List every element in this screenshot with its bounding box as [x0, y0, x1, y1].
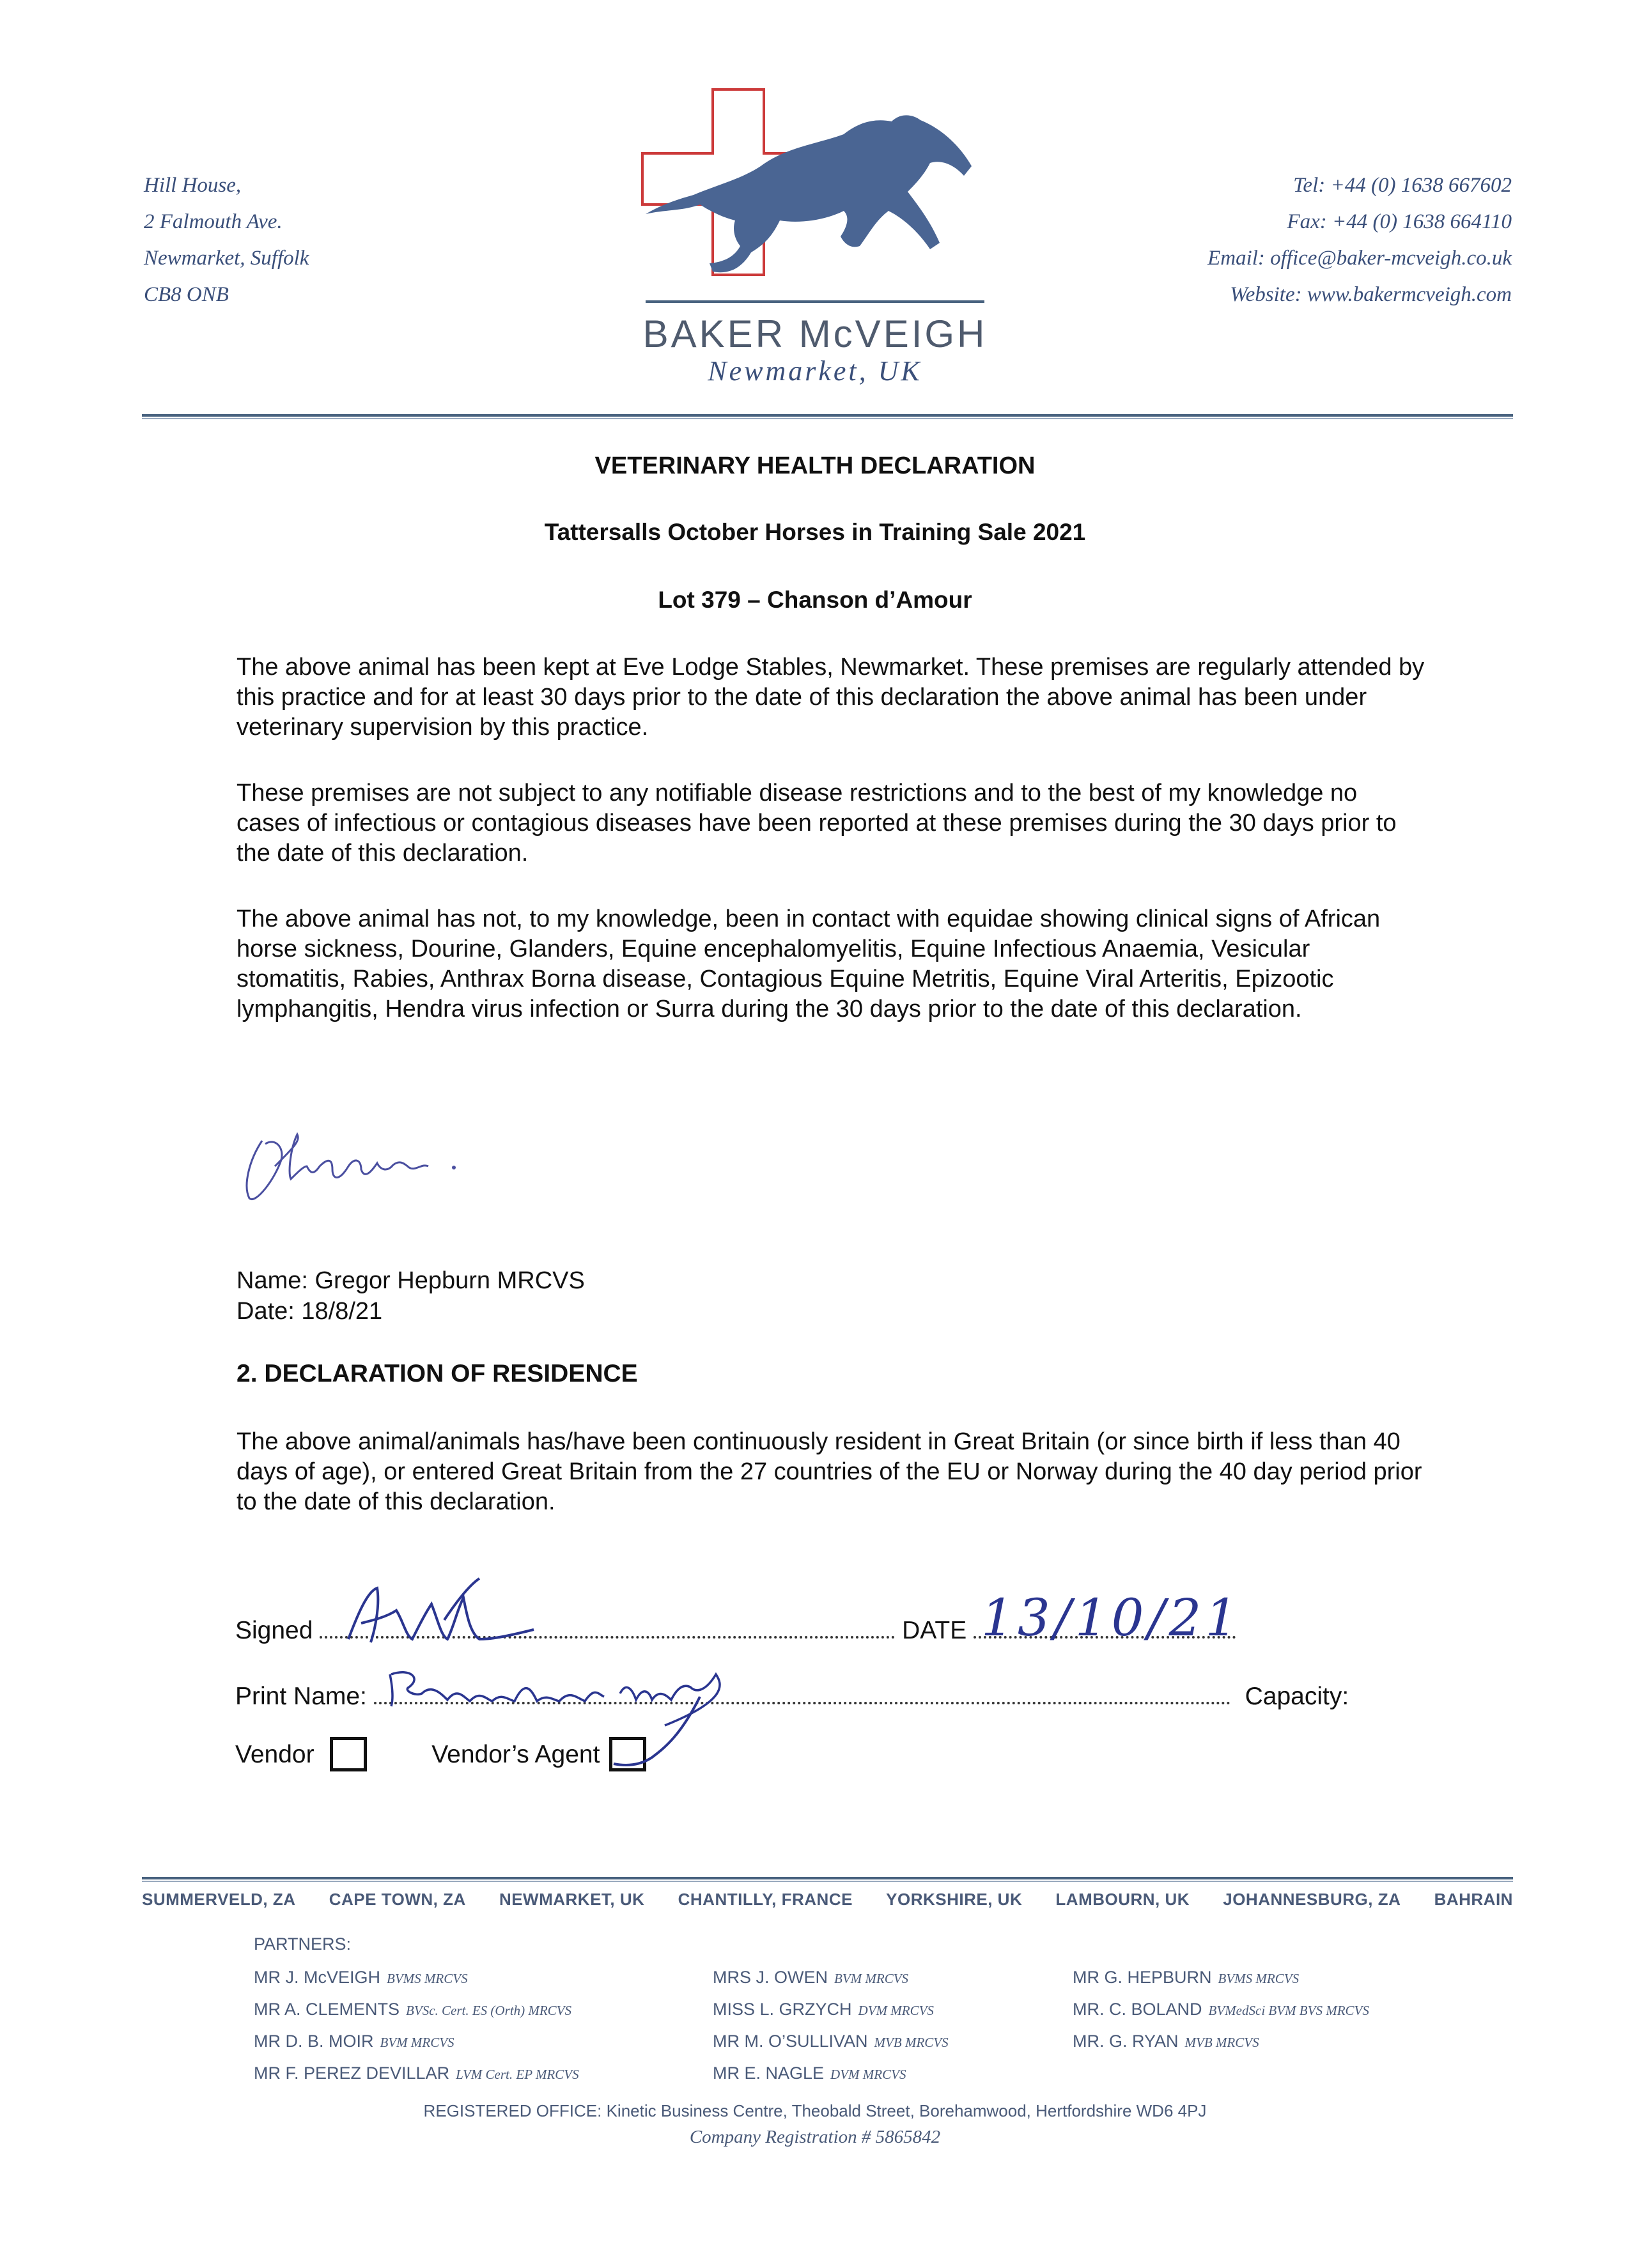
capacity-options	[235, 1737, 646, 1771]
partner-entry	[254, 1994, 579, 2026]
partner-quals: BVM MRCVS	[380, 2035, 454, 2050]
handwritten-date: 13/10/21	[981, 1588, 1242, 1647]
partner-name: MR G. HEPBURN	[1073, 1968, 1212, 1987]
office-location: LAMBOURN, UK	[1055, 1890, 1190, 1909]
partner-quals: BVSc. Cert. ES (Orth) MRCVS	[406, 2003, 571, 2018]
vet-signature	[237, 1122, 467, 1217]
partner-entry	[713, 2026, 949, 2058]
vendor-label: Vendor	[235, 1741, 314, 1768]
check-mark-icon	[604, 1687, 713, 1777]
office-locations	[142, 1890, 1513, 1909]
declaration-paragraph: The above animal has been kept at Eve Lodge Stables, Newmarket. These premises are regularly attended by this practice and for at least 30 days prior to the date of this declaration the above animal has been under veterinary supervision by this practice.	[237, 654, 1425, 741]
partner-entry	[254, 2058, 579, 2090]
contact-email[interactable]: Email: office@baker-mcveigh.co.uk	[1207, 247, 1512, 270]
partner-entry	[1073, 2026, 1369, 2058]
partner-entry	[713, 2058, 949, 2090]
address-line: Hill House,	[144, 174, 242, 197]
horse-icon	[646, 115, 972, 272]
contact-website[interactable]: Website: www.bakermcveigh.com	[1230, 283, 1512, 306]
address-line: 2 Falmouth Ave.	[144, 210, 283, 233]
signed-label: Signed	[235, 1617, 313, 1644]
partner-name: MR D. B. MOIR	[254, 2032, 374, 2051]
section-title: 2. DECLARATION OF RESIDENCE	[237, 1360, 638, 1387]
residence-paragraph: The above animal/animals has/have been continuously resident in Great Britain (or since birth if less than 40 days of age), or entered Great Britain from the 27 countries of the EU or Norway during the 40 day period prior to the date of this declaration.	[237, 1428, 1422, 1515]
vendor-checkbox[interactable]	[330, 1737, 367, 1771]
partner-quals: MVB MRCVS	[874, 2035, 949, 2050]
partner-entry	[713, 1994, 949, 2026]
partner-quals: BVM MRCVS	[834, 1971, 909, 1986]
vet-name: Name: Gregor Hepburn MRCVS	[237, 1267, 585, 1294]
partner-entry	[1073, 1994, 1369, 2026]
company-registration: Company Registration # 5865842	[689, 2127, 941, 2147]
vet-details	[237, 1265, 585, 1327]
registered-office: REGISTERED OFFICE: Kinetic Business Centre, Theobald Street, Borehamwood, Hertfordshire WD6 4PJ	[423, 2101, 1207, 2120]
partner-name: MR M. O’SULLIVAN	[713, 2032, 868, 2051]
partner-name: MR F. PEREZ DEVILLAR	[254, 2064, 450, 2083]
partner-quals: MVB MRCVS	[1184, 2035, 1259, 2050]
office-location: BAHRAIN	[1434, 1890, 1513, 1909]
partner-quals: LVM Cert. EP MRCVS	[456, 2067, 579, 2082]
partner-entry	[254, 1962, 579, 1994]
partner-entry	[254, 2026, 579, 2058]
vendors-agent-label: Vendor’s Agent	[431, 1741, 600, 1768]
partner-name: MR E. NAGLE	[713, 2064, 825, 2083]
brand-name: BAKER McVEIGH	[642, 312, 988, 355]
footer-divider	[142, 1877, 1513, 1879]
vendor-signature	[342, 1575, 553, 1649]
partner-name: MR. C. BOLAND	[1073, 2000, 1202, 2019]
partner-quals: BVMS MRCVS	[387, 1971, 468, 1986]
sale-title: Tattersalls October Horses in Training Sale 2021	[544, 519, 1086, 545]
office-location: NEWMARKET, UK	[499, 1890, 645, 1909]
partner-name: MISS L. GRZYCH	[713, 2000, 852, 2019]
partner-name: MR J. McVEIGH	[254, 1968, 381, 1987]
partners-column	[713, 1962, 949, 2090]
partner-name: MR A. CLEMENTS	[254, 2000, 400, 2019]
partner-entry	[1073, 1962, 1369, 1994]
date-label: DATE	[902, 1617, 967, 1644]
capacity-label: Capacity:	[1245, 1683, 1349, 1710]
office-location: CHANTILLY, FRANCE	[678, 1890, 853, 1909]
declaration-paragraph: These premises are not subject to any notifiable disease restrictions and to the best of my knowledge no cases of infectious or contagious diseases have been reported at these premises during the 30 days prior to the date of this declaration.	[237, 780, 1397, 867]
practice-contact	[1207, 167, 1512, 313]
print-name-label: Print Name:	[235, 1683, 367, 1710]
footer-divider	[142, 1881, 1513, 1882]
partner-quals: BVMS MRCVS	[1218, 1971, 1300, 1986]
partner-quals: DVM MRCVS	[830, 2067, 906, 2082]
brand-location: Newmarket, UK	[708, 355, 922, 387]
contact-fax: Fax: +44 (0) 1638 664110	[1287, 210, 1512, 233]
practice-address	[144, 167, 309, 313]
contact-phone: Tel: +44 (0) 1638 667602	[1293, 174, 1512, 197]
document-title: VETERINARY HEALTH DECLARATION	[594, 452, 1036, 479]
office-location: JOHANNESBURG, ZA	[1223, 1890, 1401, 1909]
office-location: CAPE TOWN, ZA	[329, 1890, 466, 1909]
address-line: CB8 ONB	[144, 283, 229, 306]
partner-entry	[713, 1962, 949, 1994]
lot-title: Lot 379 – Chanson d’Amour	[658, 587, 972, 613]
partner-name: MR. G. RYAN	[1073, 2032, 1179, 2051]
partner-quals: DVM MRCVS	[858, 2003, 934, 2018]
partner-quals: BVMedSci BVM BVS MRCVS	[1208, 2003, 1369, 2018]
vet-date: Date: 18/8/21	[237, 1298, 383, 1325]
office-location: SUMMERVELD, ZA	[142, 1890, 296, 1909]
header-divider	[142, 418, 1513, 419]
partners-column	[1073, 1962, 1369, 2058]
header-divider	[142, 414, 1513, 417]
partner-name: MRS J. OWEN	[713, 1968, 828, 1987]
office-location: YORKSHIRE, UK	[886, 1890, 1023, 1909]
partners-column	[254, 1962, 579, 2090]
address-line: Newmarket, Suffolk	[144, 247, 309, 270]
partners-heading: PARTNERS:	[254, 1934, 352, 1954]
logo-underline	[646, 300, 984, 303]
declaration-paragraph: The above animal has not, to my knowledge, been in contact with equidae showing clinical signs of African horse sickness, Dourine, Glanders, Equine encephalomyelitis, Equine Infectious Anaemia, Vesicular stomatitis, Rabies, Anthrax Borna disease, Contagious Equine Metritis, Equine Viral Arteritis, Epizootic lymphangitis, Hendra virus infection or Surra during the 30 days prior to the date of this declaration.	[237, 906, 1381, 1022]
